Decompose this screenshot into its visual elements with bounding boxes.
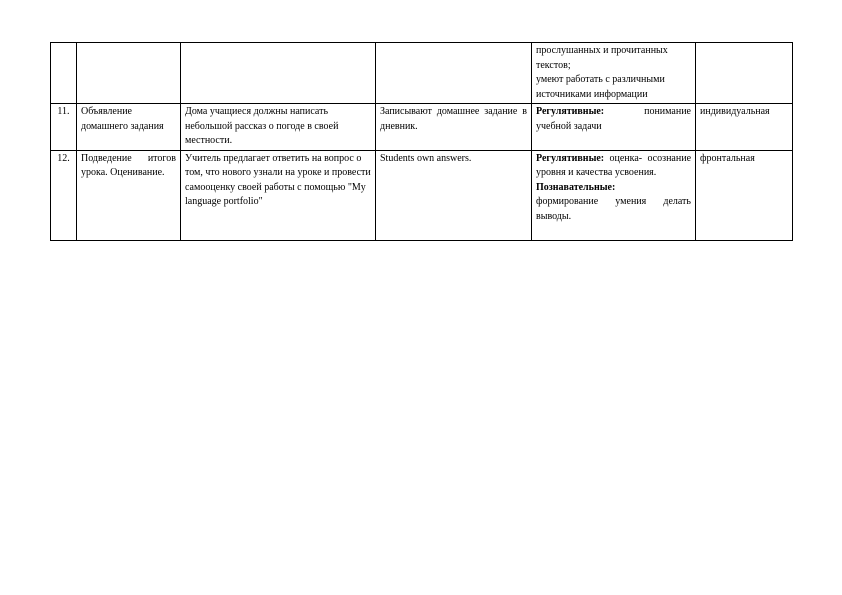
uud-cell bbox=[532, 43, 696, 104]
table-row bbox=[51, 104, 793, 151]
uud-cell bbox=[532, 150, 696, 240]
uud-line: источниками информации bbox=[536, 88, 648, 100]
uud-line: текстов; bbox=[536, 59, 571, 71]
row-number: 11. bbox=[51, 104, 77, 151]
uud-text: понимание учебной задачи bbox=[536, 106, 691, 132]
work-form-cell bbox=[696, 43, 793, 104]
student-activity-cell bbox=[376, 43, 532, 104]
teacher-activity-cell bbox=[181, 43, 376, 104]
table-row bbox=[51, 150, 793, 240]
row-number: 12. bbox=[51, 150, 77, 240]
uud-label-cognitive: Познавательные: bbox=[536, 181, 616, 193]
row-number bbox=[51, 43, 77, 104]
student-activity-cell: Записывают домашнее задание в дневник. bbox=[376, 104, 532, 151]
uud-cell bbox=[532, 104, 696, 151]
work-form-cell: индивидуальная bbox=[696, 104, 793, 151]
uud-label-regulative: Регулятивные: bbox=[536, 152, 605, 164]
uud-text-cognitive: формирование умения делать выводы. bbox=[536, 196, 691, 222]
lesson-plan-table bbox=[50, 42, 793, 241]
uud-line: умеют работать с различными bbox=[536, 74, 665, 85]
stage-cell bbox=[77, 43, 181, 104]
student-activity-cell: Students own answers. bbox=[376, 150, 532, 240]
stage-cell: Объявление домашнего задания bbox=[77, 104, 181, 151]
uud-text-regulative: оценка- осознание уровня и качества усвоения. bbox=[536, 152, 692, 178]
work-form-cell: фронтальная bbox=[696, 150, 793, 240]
teacher-activity-cell: Дома учащиеся должны написать небольшой рассказ о погоде в своей местности. bbox=[181, 104, 376, 151]
stage-cell: Подведение итогов урока. Оценивание. bbox=[77, 150, 181, 240]
uud-line: прослушанных и прочитанных bbox=[536, 45, 668, 56]
uud-label: Регулятивные: bbox=[536, 106, 605, 117]
teacher-activity-cell: Учитель предлагает ответить на вопрос о том, что нового узнали на уроке и провести самооценку своей работы с помощью "My language portfolio" bbox=[181, 150, 376, 240]
table-row bbox=[51, 43, 793, 104]
